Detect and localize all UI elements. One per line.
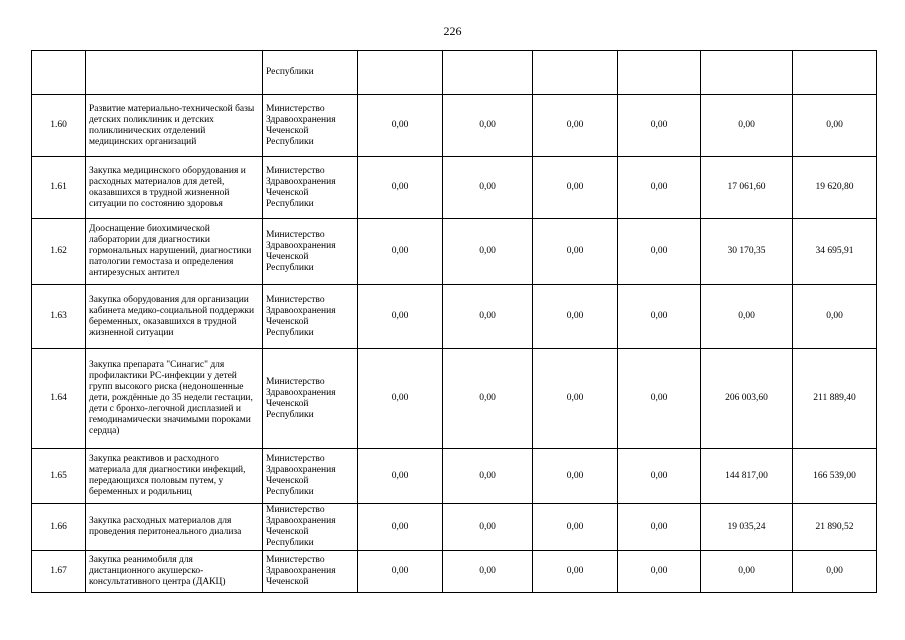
table-row: [32, 349, 877, 449]
funding-value-4: 0,00: [618, 219, 701, 285]
funding-value-1: 0,00: [358, 95, 443, 157]
funding-value-5: 0,00: [701, 95, 793, 157]
executor: Министерство Здравоохранения Чеченской Республики: [263, 349, 358, 449]
measure-name: Закупка препарата "Синагис" для профилактики РС-инфекции у детей групп высокого риска (недоношенные дети, рождённые до 35 недели гестации, дети с бронхо-легочной дисплазией и гемодинамически значимыми пороками сердца): [86, 349, 263, 449]
table-row: [32, 95, 877, 157]
funding-value-3: 0,00: [533, 285, 618, 349]
funding-value-3: 0,00: [533, 551, 618, 593]
funding-value-4: 0,00: [618, 449, 701, 504]
measure-name: Закупка реанимобиля для дистанционного акушерско-консультативного центра (ДАКЦ): [86, 551, 263, 593]
funding-value-6: 211 889,40: [793, 349, 877, 449]
funding-value-2: 0,00: [443, 551, 533, 593]
row-number: 1.60: [32, 95, 86, 157]
funding-value-2: 0,00: [443, 504, 533, 551]
funding-value-4: [618, 51, 701, 95]
row-number: 1.64: [32, 349, 86, 449]
funding-value-3: 0,00: [533, 349, 618, 449]
funding-value-6: 0,00: [793, 285, 877, 349]
funding-value-1: 0,00: [358, 551, 443, 593]
row-number: 1.63: [32, 285, 86, 349]
table-row: [32, 504, 877, 551]
funding-value-5: 19 035,24: [701, 504, 793, 551]
funding-value-5: [701, 51, 793, 95]
row-number: [32, 51, 86, 95]
funding-value-4: 0,00: [618, 349, 701, 449]
measure-name: Закупка медицинского оборудования и расходных материалов для детей, оказавшихся в трудной жизненной ситуации по состоянию здоровья: [86, 157, 263, 219]
table-row: [32, 449, 877, 504]
funding-value-3: 0,00: [533, 157, 618, 219]
funding-value-5: 0,00: [701, 285, 793, 349]
funding-value-1: 0,00: [358, 285, 443, 349]
funding-value-4: 0,00: [618, 551, 701, 593]
executor: Министерство Здравоохранения Чеченской Республики: [263, 157, 358, 219]
funding-value-1: 0,00: [358, 349, 443, 449]
executor: Министерство Здравоохранения Чеченской Республики: [263, 504, 358, 551]
executor: Министерство Здравоохранения Чеченской Республики: [263, 285, 358, 349]
funding-value-5: 30 170,35: [701, 219, 793, 285]
measure-name: Дооснащение биохимической лаборатории для диагностики гормональных нарушений, диагностики патологии гемостаза и определения антирезусных антител: [86, 219, 263, 285]
funding-value-6: 34 695,91: [793, 219, 877, 285]
funding-value-2: 0,00: [443, 349, 533, 449]
funding-value-3: 0,00: [533, 504, 618, 551]
funding-value-4: 0,00: [618, 504, 701, 551]
table-row: [32, 219, 877, 285]
funding-value-6: [793, 51, 877, 95]
funding-value-6: 21 890,52: [793, 504, 877, 551]
measure-name: Закупка расходных материалов для проведения перитонеального диализа: [86, 504, 263, 551]
funding-value-5: 17 061,60: [701, 157, 793, 219]
executor: Министерство Здравоохранения Чеченской Республики: [263, 219, 358, 285]
funding-value-6: 166 539,00: [793, 449, 877, 504]
table-row: [32, 157, 877, 219]
funding-value-1: [358, 51, 443, 95]
measure-name: Закупка оборудования для организации кабинета медико-социальной поддержки беременных, оказавшихся в трудной жизненной ситуации: [86, 285, 263, 349]
measure-name: Развитие материально-технической базы детских поликлиник и детских поликлинических отделений медицинских организаций: [86, 95, 263, 157]
funding-value-5: 144 817,00: [701, 449, 793, 504]
executor: Министерство Здравоохранения Чеченской Республики: [263, 449, 358, 504]
executor: Министерство Здравоохранения Чеченской: [263, 551, 358, 593]
table-continuation-row: [32, 51, 877, 95]
row-number: 1.61: [32, 157, 86, 219]
table-row: [32, 285, 877, 349]
row-number: 1.66: [32, 504, 86, 551]
executor: Министерство Здравоохранения Чеченской Республики: [263, 95, 358, 157]
funding-value-4: 0,00: [618, 285, 701, 349]
funding-value-6: 0,00: [793, 551, 877, 593]
funding-value-6: 0,00: [793, 95, 877, 157]
table-row: [32, 551, 877, 593]
funding-value-2: 0,00: [443, 157, 533, 219]
funding-value-2: 0,00: [443, 95, 533, 157]
funding-value-1: 0,00: [358, 449, 443, 504]
funding-value-3: 0,00: [533, 449, 618, 504]
funding-value-1: 0,00: [358, 504, 443, 551]
row-number: 1.65: [32, 449, 86, 504]
funding-value-3: 0,00: [533, 219, 618, 285]
funding-value-6: 19 620,80: [793, 157, 877, 219]
funding-value-4: 0,00: [618, 95, 701, 157]
executor: Республики: [263, 51, 358, 95]
funding-value-2: 0,00: [443, 219, 533, 285]
funding-value-2: [443, 51, 533, 95]
funding-value-3: 0,00: [533, 95, 618, 157]
funding-value-2: 0,00: [443, 449, 533, 504]
row-number: 1.67: [32, 551, 86, 593]
measure-name: Закупка реактивов и расходного материала для диагностики инфекций, передающихся половым путем, у беременных и родильниц: [86, 449, 263, 504]
funding-value-1: 0,00: [358, 219, 443, 285]
funding-value-2: 0,00: [443, 285, 533, 349]
page-number: 226: [443, 24, 462, 38]
budget-table: [31, 50, 877, 593]
funding-value-5: 206 003,60: [701, 349, 793, 449]
funding-value-4: 0,00: [618, 157, 701, 219]
funding-value-1: 0,00: [358, 157, 443, 219]
measure-name: [86, 51, 263, 95]
funding-value-5: 0,00: [701, 551, 793, 593]
funding-value-3: [533, 51, 618, 95]
row-number: 1.62: [32, 219, 86, 285]
